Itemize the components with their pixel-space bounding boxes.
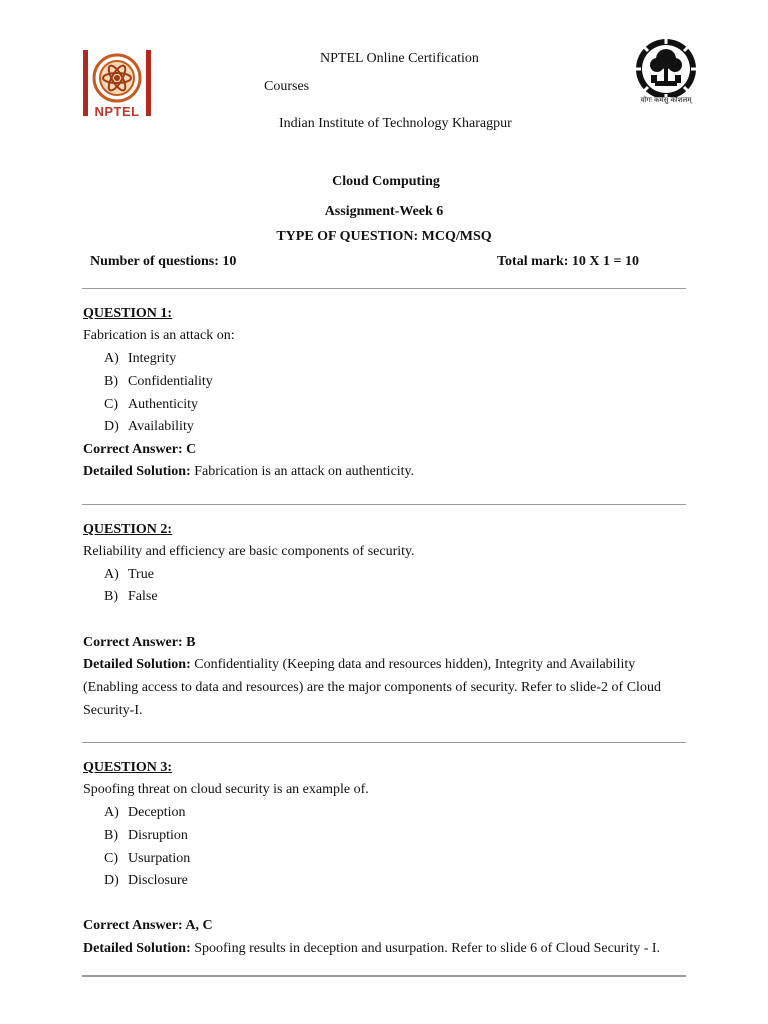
assignment-title: Assignment-Week 6 — [324, 204, 444, 219]
option — [104, 589, 158, 605]
course-title: Cloud Computing — [332, 174, 440, 189]
number-of-questions-label: Number of questions — [90, 254, 215, 269]
nptel-logo-text: NPTEL — [94, 104, 140, 119]
option — [104, 397, 198, 413]
header-line-2: Courses — [264, 79, 310, 94]
solution-label: Detailed Solution: — [83, 464, 191, 479]
option — [104, 873, 188, 889]
option-letter: B) — [104, 828, 118, 843]
correct-answer: Correct Answer: C — [83, 442, 197, 457]
option-text: Deception — [128, 805, 186, 820]
detailed-solution — [83, 941, 660, 957]
option — [104, 828, 188, 844]
option — [104, 419, 194, 435]
solution-text: Spoofing results in deception and usurpation. Refer to slide 6 of Cloud Security - I. — [194, 941, 661, 956]
question-title: QUESTION 3: — [83, 760, 173, 775]
total-mark: Total mark: 10 X 1 = 10 — [497, 254, 640, 269]
header-line-1: NPTEL Online Certification — [320, 51, 479, 66]
option-letter: A) — [104, 567, 119, 582]
question-text: Fabrication is an attack on: — [83, 328, 235, 343]
detailed-solution — [83, 464, 414, 480]
option-text: True — [128, 567, 154, 582]
option-letter: D) — [104, 419, 119, 434]
divider — [82, 975, 686, 977]
option — [104, 567, 154, 583]
divider — [82, 742, 686, 743]
option-text: Integrity — [128, 351, 177, 366]
option-text: Disruption — [128, 828, 188, 843]
solution-text: (Enabling access to data and resources) are the major components of security. Refer to slide-2 of Cloud — [83, 680, 661, 695]
question-text: Spoofing threat on cloud security is an example of. — [83, 782, 369, 797]
solution-label: Detailed Solution: — [83, 941, 191, 956]
option — [104, 351, 176, 367]
option — [104, 851, 190, 867]
divider — [82, 288, 686, 289]
question-title: QUESTION 1: — [83, 306, 173, 321]
option-text: False — [128, 589, 158, 604]
number-of-questions-value: : 10 — [214, 254, 237, 269]
solution-text: Fabrication is an attack on authenticity. — [194, 464, 415, 479]
option-text: Usurpation — [128, 851, 191, 866]
option-letter: C) — [104, 397, 118, 412]
option-text: Disclosure — [128, 873, 188, 888]
option-text: Confidentiality — [128, 374, 213, 389]
option-letter: B) — [104, 374, 118, 389]
solution-text: Security-I. — [83, 703, 143, 718]
solution-label: Detailed Solution: — [83, 657, 191, 672]
option-letter: B) — [104, 589, 118, 604]
correct-answer: Correct Answer: B — [83, 635, 196, 650]
question-type: TYPE OF QUESTION: MCQ/MSQ — [276, 229, 492, 244]
solution-text: Confidentiality (Keeping data and resources hidden), Integrity and Availability — [194, 657, 636, 672]
option-text: Authenticity — [128, 397, 198, 412]
option-letter: A) — [104, 805, 119, 820]
option-letter: A) — [104, 351, 119, 366]
option-letter: C) — [104, 851, 118, 866]
nptel-logo — [82, 48, 152, 120]
divider — [82, 504, 686, 505]
iit-kgp-motto: योगः कर्मसु कौशलम् — [640, 96, 692, 104]
correct-answer: Correct Answer: A, C — [83, 918, 213, 933]
option-letter: D) — [104, 873, 119, 888]
header-line-3: Indian Institute of Technology Kharagpur — [279, 116, 512, 131]
option — [104, 805, 186, 821]
option-text: Availability — [128, 419, 194, 434]
question-text: Reliability and efficiency are basic components of security. — [83, 544, 415, 559]
iit-kgp-logo — [633, 35, 699, 111]
option — [104, 374, 213, 390]
number-of-questions — [90, 254, 236, 270]
question-title: QUESTION 2: — [83, 522, 173, 537]
detailed-solution — [83, 657, 635, 673]
